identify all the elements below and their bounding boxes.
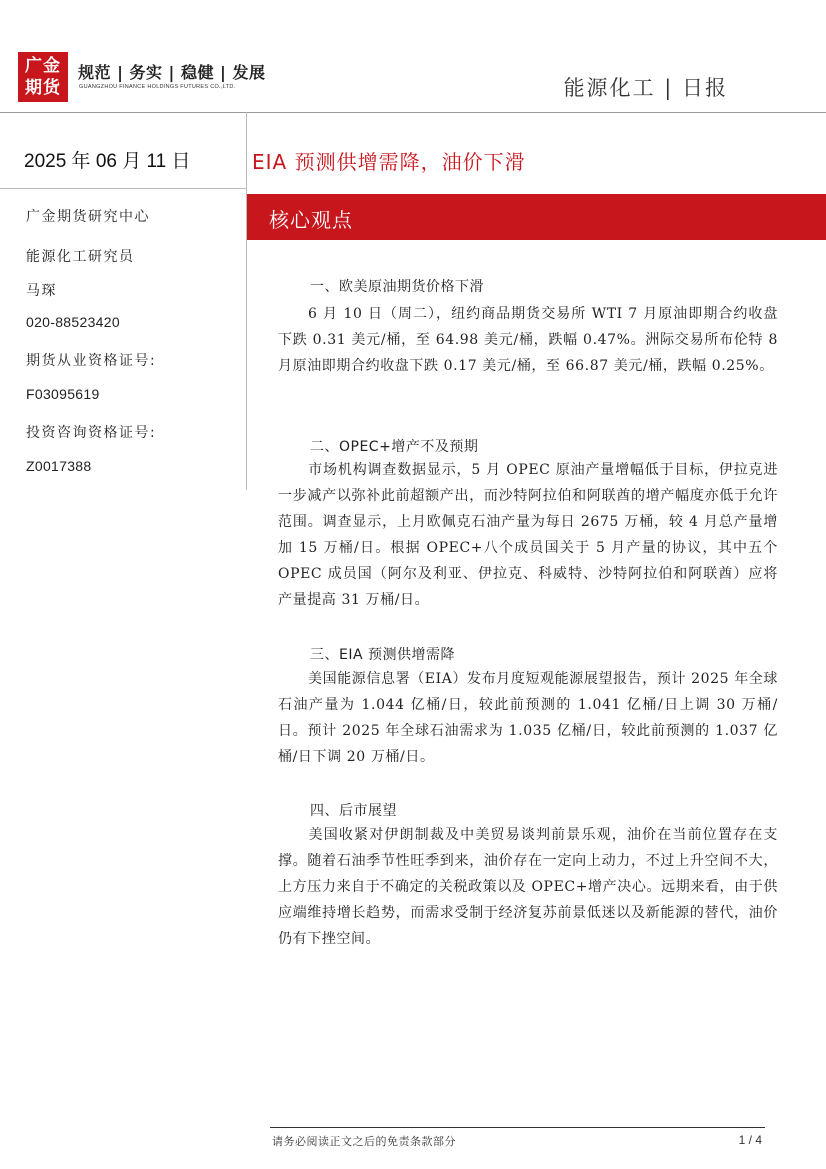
page-number: 1 / 4 — [738, 1133, 762, 1147]
section-text-1: 6 月 10 日（周二），纽约商品期货交易所 WTI 7 月原油即期合约收盘下跌 0.31 美元/桶，至 64.98 美元/桶，跌幅 0.47%。洲际交易所布伦特 8 月原油即期合约收盘下跌 0.17 美元/桶，至 66.87 美元/桶，跌幅 0.25%。 — [278, 306, 778, 374]
header-divider — [0, 112, 826, 113]
section-text-2: 市场机构调查数据显示，5 月 OPEC 原油产量增幅低于目标，伊拉克进一步减产以弥补此前超额产出，而沙特阿拉伯和阿联酋的增产幅度亦低于允许范围。调查显示，上月欧佩克石油产量为每日 2675 万桶，较 4 月总产量增加 15 万桶/日。根据 OPEC+八个成员国关于 5 月产量的协议，其中五个 OPEC 成员国（阿尔及利亚、伊拉克、科威特、沙特阿拉伯和阿联酋）应将产量提高 31 万桶/日。 — [278, 462, 778, 608]
company-slogan: 规范 | 务实 | 稳健 | 发展 — [78, 63, 266, 82]
report-date: 2025 年 06 月 11 日 — [24, 151, 191, 172]
section-paragraph-1 — [278, 301, 778, 379]
analyst-name: 马琛 — [26, 283, 57, 299]
section-paragraph-4 — [278, 822, 778, 952]
advisory-license-label: 投资咨询资格证号: — [26, 425, 157, 441]
section-heading-4: 四、后市展望 — [310, 803, 397, 819]
futures-license-label: 期货从业资格证号: — [26, 353, 157, 369]
company-logo — [18, 52, 68, 102]
research-center: 广金期货研究中心 — [26, 209, 150, 225]
report-type: 能源化工 | 日报 — [563, 76, 728, 100]
core-views-banner — [247, 194, 826, 240]
section-heading-2: 二、OPEC+增产不及预期 — [310, 439, 479, 455]
analyst-phone: 020-88523420 — [26, 314, 120, 330]
section-paragraph-3 — [278, 666, 778, 770]
disclaimer-note: 请务必阅读正文之后的免责条款部分 — [272, 1135, 456, 1148]
section-text-4: 美国收紧对伊朗制裁及中美贸易谈判前景乐观，油价在当前位置存在支撑。随着石油季节性旺季到来，油价存在一定向上动力，不过上升空间不大，上方压力来自于不确定的关税政策以及 OPEC+增产决心。远期来看，由于供应端维持增长趋势，而需求受制于经济复苏前景低迷以及新能源的替代，油价仍有下挫空间。 — [278, 827, 778, 947]
section-heading-1: 一、欧美原油期货价格下滑 — [310, 279, 484, 295]
logo-text-bottom: 期货 — [25, 78, 61, 98]
section-paragraph-2 — [278, 457, 778, 613]
date-divider — [0, 188, 246, 189]
section-heading-3: 三、EIA 预测供增需降 — [310, 647, 456, 663]
sidebar-divider — [246, 112, 247, 490]
advisory-license-number: Z0017388 — [26, 458, 92, 474]
document-title: EIA 预测供增需降，油价下滑 — [252, 150, 526, 174]
analyst-role: 能源化工研究员 — [26, 249, 135, 265]
core-views-label: 核心观点 — [269, 208, 353, 232]
futures-license-number: F03095619 — [26, 386, 100, 402]
footer-divider — [270, 1127, 765, 1128]
section-text-3: 美国能源信息署（EIA）发布月度短观能源展望报告，预计 2025 年全球石油产量为 1.044 亿桶/日，较此前预测的 1.041 亿桶/日上调 30 万桶/日。预计 2025 年全球石油需求为 1.035 亿桶/日，较此前预测的 1.037 亿桶/日下调 20 万桶/日。 — [278, 671, 778, 765]
company-english-name: GUANGZHOU FINANCE HOLDINGS FUTURES CO.,LTD. — [79, 84, 236, 90]
logo-text-top: 广金 — [25, 56, 61, 76]
